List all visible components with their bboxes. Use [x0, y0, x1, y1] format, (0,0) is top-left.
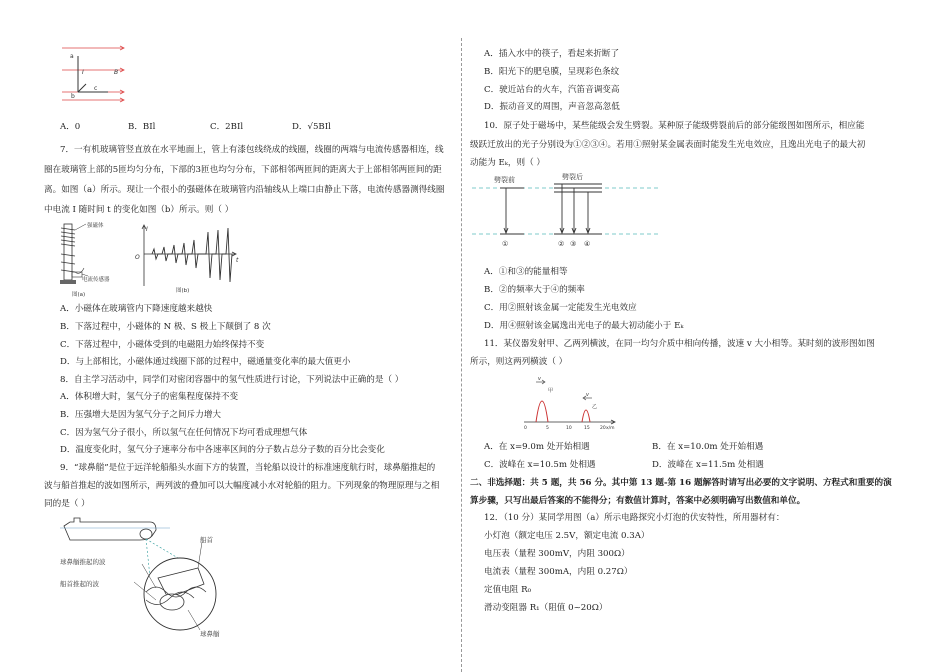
q11-tick-5: 5: [546, 426, 549, 431]
q8-option-c: C．因为氢气分子很小，所以氢气在任何情况下均可看成理想气体: [60, 428, 308, 438]
q7a-label-magnet: 强磁体: [87, 223, 104, 229]
q6-label-a: a: [70, 53, 74, 60]
q9-label-bow: 船首: [200, 536, 213, 544]
q10-line-1: 10．原子处于磁场中，某些能级会发生劈裂。某种原子能级劈裂前后的部分能级图如图所示，相应能: [484, 121, 865, 131]
q11-label-v1: v: [538, 376, 541, 382]
q11-label-v2: v: [586, 392, 589, 398]
q9-line-3: 同的是（ ）: [44, 499, 90, 509]
q7-line-4: 中电流 I 随时间 t 的变化如图（b）所示。则（ ）: [44, 205, 234, 215]
q9-option-a: A．插入水中的筷子，看起来折断了: [484, 49, 620, 59]
q10-label-1: ①: [502, 240, 509, 248]
q10-option-c: C．用②照射该金属一定能发生光电效应: [484, 303, 637, 313]
q11-axis-unit: x/m: [606, 426, 615, 431]
q11-option-c: C．波峰在 x=10.5m 处相遇: [484, 460, 596, 470]
q10-option-b: B．②的频率大于④的频率: [484, 285, 585, 295]
q11-label-jia: 甲: [548, 388, 554, 394]
q11-line-1: 11．某仪器发射甲、乙两列横波，在同一均匀介质中相向传播，波速 v 大小相等。某时刻的波形图如图: [484, 339, 875, 349]
q12-item-1: 小灯泡（额定电压 2.5V，额定电流 0.3A）: [484, 531, 650, 541]
q7-line-1: 7．一有机玻璃管竖直放在水平地面上，管上有漆包线绕成的线圈，线圈的两端与电流传感器相连，线: [60, 145, 444, 155]
q10-label-3: ③: [570, 240, 577, 248]
q7-figure-a: [58, 218, 126, 298]
q10-option-a: A．①和③的能量相等: [484, 267, 568, 277]
q9-figure: [60, 512, 260, 652]
q6-option-d: [292, 121, 331, 133]
q7-option-d: D．与上部相比，小磁体通过线圈下部的过程中，磁通量变化率的最大值更小: [60, 357, 351, 367]
q11-option-a: A．在 x=9.0m 处开始相遇: [484, 442, 590, 452]
q11-wave-figure: [516, 372, 620, 432]
q7-line-2: 圈在玻璃管上部的5匝均匀分布，下部的3匝也均匀分布，下部相邻两匝间的距离大于上部相邻两匝间的距: [44, 165, 442, 175]
q7-option-a: A．小磁体在玻璃管内下降速度越来越快: [60, 304, 213, 314]
q10-option-d: D．用④照射该金属逸出光电子的最大初动能小于 Eₖ: [484, 321, 684, 331]
q11-tick-0: 0: [524, 426, 527, 431]
q11-tick-10: 10: [566, 426, 572, 431]
q7-option-c: C．下落过程中，小磁体受到的电磁阻力始终保持不变: [60, 340, 265, 350]
q9-label-bulb-wave: 球鼻艏推起的波: [60, 558, 106, 566]
q6-option-d-math: √5BIl: [307, 122, 331, 132]
q7b-label-t: t: [236, 257, 239, 264]
right-column: [462, 0, 950, 672]
q6-label-I: I: [82, 69, 84, 76]
q12-item-3: 电流表（量程 300mA，内阻 0.27Ω）: [484, 567, 633, 577]
q11-option-d: D．波峰在 x=11.5m 处相遇: [652, 460, 764, 470]
q10-label-4: ④: [584, 240, 591, 248]
q7a-label-sensor: 电流传感器: [82, 277, 110, 283]
q10-label-before: 劈裂前: [494, 176, 515, 184]
q7b-caption: 图(b): [176, 288, 190, 294]
q9-option-d: D．振动音叉的周围，声音忽高忽低: [484, 102, 620, 112]
q10-line-3: 动能为 Eₖ，则（ ）: [470, 158, 546, 168]
section2-line-1: 二、非选择题：共 5 题，共 56 分。其中第 13 题-第 16 题解答时请写出必要的文字说明、方程式和重要的演: [470, 478, 892, 488]
q10-label-after: 劈裂后: [562, 173, 583, 181]
q6-label-B: B: [114, 69, 119, 76]
q11-option-b: B．在 x=10.0m 处开始相遇: [652, 442, 764, 452]
q9-option-b: B．阳光下的肥皂膜，呈现彩色条纹: [484, 67, 620, 77]
q7b-label-O: O: [135, 254, 140, 261]
q9-option-c: C．驶近站台的火车，汽笛音调变高: [484, 85, 620, 95]
q8-option-a: A．体积增大时，氢气分子的密集程度保持不变: [60, 392, 239, 402]
q6-option-d-prefix: D．: [292, 122, 308, 132]
q7-figure-b: [132, 222, 242, 294]
q12-stem: 12．（10 分）某同学用图（a）所示电路探究小灯泡的伏安特性，所用器材有：: [484, 513, 785, 523]
q12-item-2: 电压表（量程 300mV，内阻 300Ω）: [484, 549, 630, 559]
q9-line-1: 9．“球鼻艏”是位于远洋轮船船头水面下方的装置，当轮船以设计的标准速度航行时，球鼻艏推起的: [60, 463, 436, 473]
q11-tick-20: 20: [600, 426, 606, 431]
q8-option-b: B．压强增大是因为氢气分子之间斥力增大: [60, 410, 222, 420]
q9-line-2: 波与船首推起的波如图所示，两列波的叠加可以大幅度减小水对轮船的阻力。下列现象的物理原理与之相: [44, 481, 440, 491]
q7b-label-I: I: [146, 226, 148, 233]
q6-option-a: A．0: [60, 122, 81, 132]
q8-stem: 8．自主学习活动中，同学们对密闭容器中的氢气性质进行讨论，下列说法中正确的是（ ）: [60, 375, 404, 385]
q12-item-4: 定值电阻 R₀: [484, 585, 532, 595]
section2-line-2: 算步骤，只写出最后答案的不能得分；有数值计算时，答案中必须明确写出数值和单位。: [470, 496, 806, 506]
q11-label-yi: 乙: [592, 404, 598, 410]
q6-label-b: b: [71, 93, 75, 100]
q7-option-b: B．下落过程中，小磁体的 N 极、S 极上下颠倒了 8 次: [60, 322, 271, 332]
q11-tick-15: 15: [584, 426, 590, 431]
q8-option-d: D．温度变化时，氢气分子速率分布中各速率区间的分子数占总分子数的百分比会变化: [60, 445, 385, 455]
q6-figure: [58, 40, 130, 106]
q10-line-2: 级跃迁放出的光子分别设为①②③④。若用①照射某金属表面时能发生光电效应，且逸出光电子的最大初: [470, 140, 866, 150]
q9-label-bulb: 球鼻艏: [200, 630, 220, 638]
q10-label-2: ②: [558, 240, 565, 248]
q6-label-c: c: [94, 85, 98, 92]
left-column: [0, 0, 462, 672]
q6-option-c: C．2BIl: [210, 122, 244, 132]
q6-option-b: B．BIl: [128, 122, 156, 132]
q7a-caption: 图(a): [72, 292, 86, 298]
q11-line-2: 所示，则这两列横波（ ）: [470, 357, 568, 367]
q7-line-3: 离。如图（a）所示。现让一个很小的强磁体在玻璃管内沿轴线从上端口由静止下落，电流传感器测得线圈: [44, 185, 445, 195]
q9-label-bow-wave: 船首推起的波: [60, 580, 99, 588]
q10-energy-level-figure: [470, 170, 660, 250]
q12-item-5: 滑动变阻器 R₁（阻值 0~20Ω）: [484, 603, 608, 613]
